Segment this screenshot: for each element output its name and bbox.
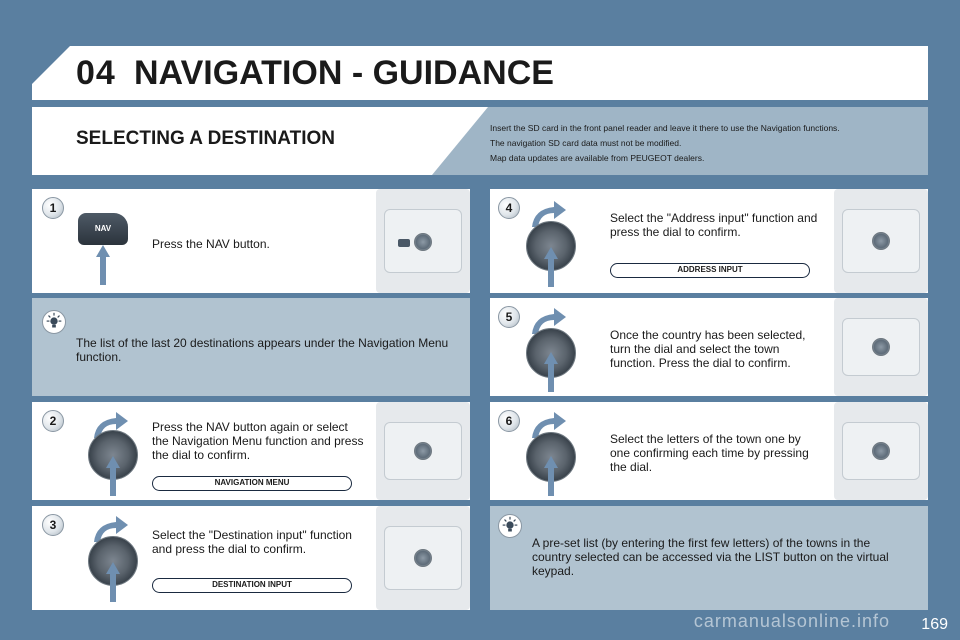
radio-dial: [414, 549, 432, 567]
radio-dial: [414, 442, 432, 460]
radio-dial: [414, 233, 432, 251]
info-line: Insert the SD card in the front panel reader and leave it there to use the Navigation functions.: [490, 123, 840, 133]
radio-panel-image: [834, 189, 928, 293]
radio-panel-image: [834, 298, 928, 396]
radio-panel-image: [834, 402, 928, 500]
chapter-number: 04: [76, 54, 116, 92]
tip-panel-2: [490, 506, 928, 610]
step-text: Press the NAV button.: [152, 237, 270, 251]
radio-dial: [872, 338, 890, 356]
press-arrow-icon: [544, 456, 558, 496]
watermark: carmanualsonline.info: [693, 611, 890, 631]
nav-key-icon: NAV: [78, 213, 128, 245]
step-badge: 1: [42, 197, 64, 219]
press-arrow-icon: [544, 247, 558, 287]
step-6-panel: [490, 402, 928, 500]
step-text: Select the "Address input" function and press the dial to confirm.: [610, 211, 818, 239]
lightbulb-icon: [42, 310, 66, 334]
tip-text: The list of the last 20 destinations appears under the Navigation Menu function.: [76, 336, 449, 364]
radio-dial: [872, 442, 890, 460]
step-badge: 4: [498, 197, 520, 219]
step-text: Press the NAV button again or select the Navigation Menu function and press the dial to confirm.: [152, 420, 364, 462]
radio-panel-image: [376, 189, 470, 293]
function-pill: NAVIGATION MENU: [152, 476, 352, 491]
page-title: NAVIGATION - GUIDANCE: [134, 54, 554, 92]
radio-panel-image: [376, 506, 470, 610]
step-text: Select the letters of the town one by one confirming each time by pressing the dial.: [610, 432, 809, 474]
step-text: Once the country has been selected, turn the dial and select the town function. Press the dial to confirm.: [610, 328, 806, 370]
press-arrow-icon: [544, 352, 558, 392]
radio-panel-image: [376, 402, 470, 500]
section-title: SELECTING A DESTINATION: [76, 128, 335, 149]
press-arrow-icon: [106, 562, 120, 602]
press-arrow-icon: [96, 245, 110, 285]
press-arrow-icon: [106, 456, 120, 496]
nav-button-highlight: [398, 239, 410, 247]
step-5-panel: [490, 298, 928, 396]
step-badge: 2: [42, 410, 64, 432]
function-pill: DESTINATION INPUT: [152, 578, 352, 593]
step-badge: 5: [498, 306, 520, 328]
radio-dial: [872, 232, 890, 250]
lightbulb-icon: [498, 514, 522, 538]
step-3-panel: [32, 506, 470, 610]
step-badge: 3: [42, 514, 64, 536]
tip-panel-1: [32, 298, 470, 396]
function-pill: ADDRESS INPUT: [610, 263, 810, 278]
step-badge: 6: [498, 410, 520, 432]
step-4-panel: [490, 189, 928, 293]
page-number: 169: [921, 616, 948, 633]
info-line: The navigation SD card data must not be modified.: [490, 138, 682, 148]
info-line: Map data updates are available from PEUGEOT dealers.: [490, 153, 705, 163]
info-text: [490, 121, 920, 166]
step-1-panel: [32, 189, 470, 293]
step-2-panel: [32, 402, 470, 500]
tip-text: A pre-set list (by entering the first few letters) of the towns in the country selected can be accessed via the LIST button on the virtual keypad.: [532, 536, 889, 578]
step-text: Select the "Destination input" function and press the dial to confirm.: [152, 528, 352, 556]
